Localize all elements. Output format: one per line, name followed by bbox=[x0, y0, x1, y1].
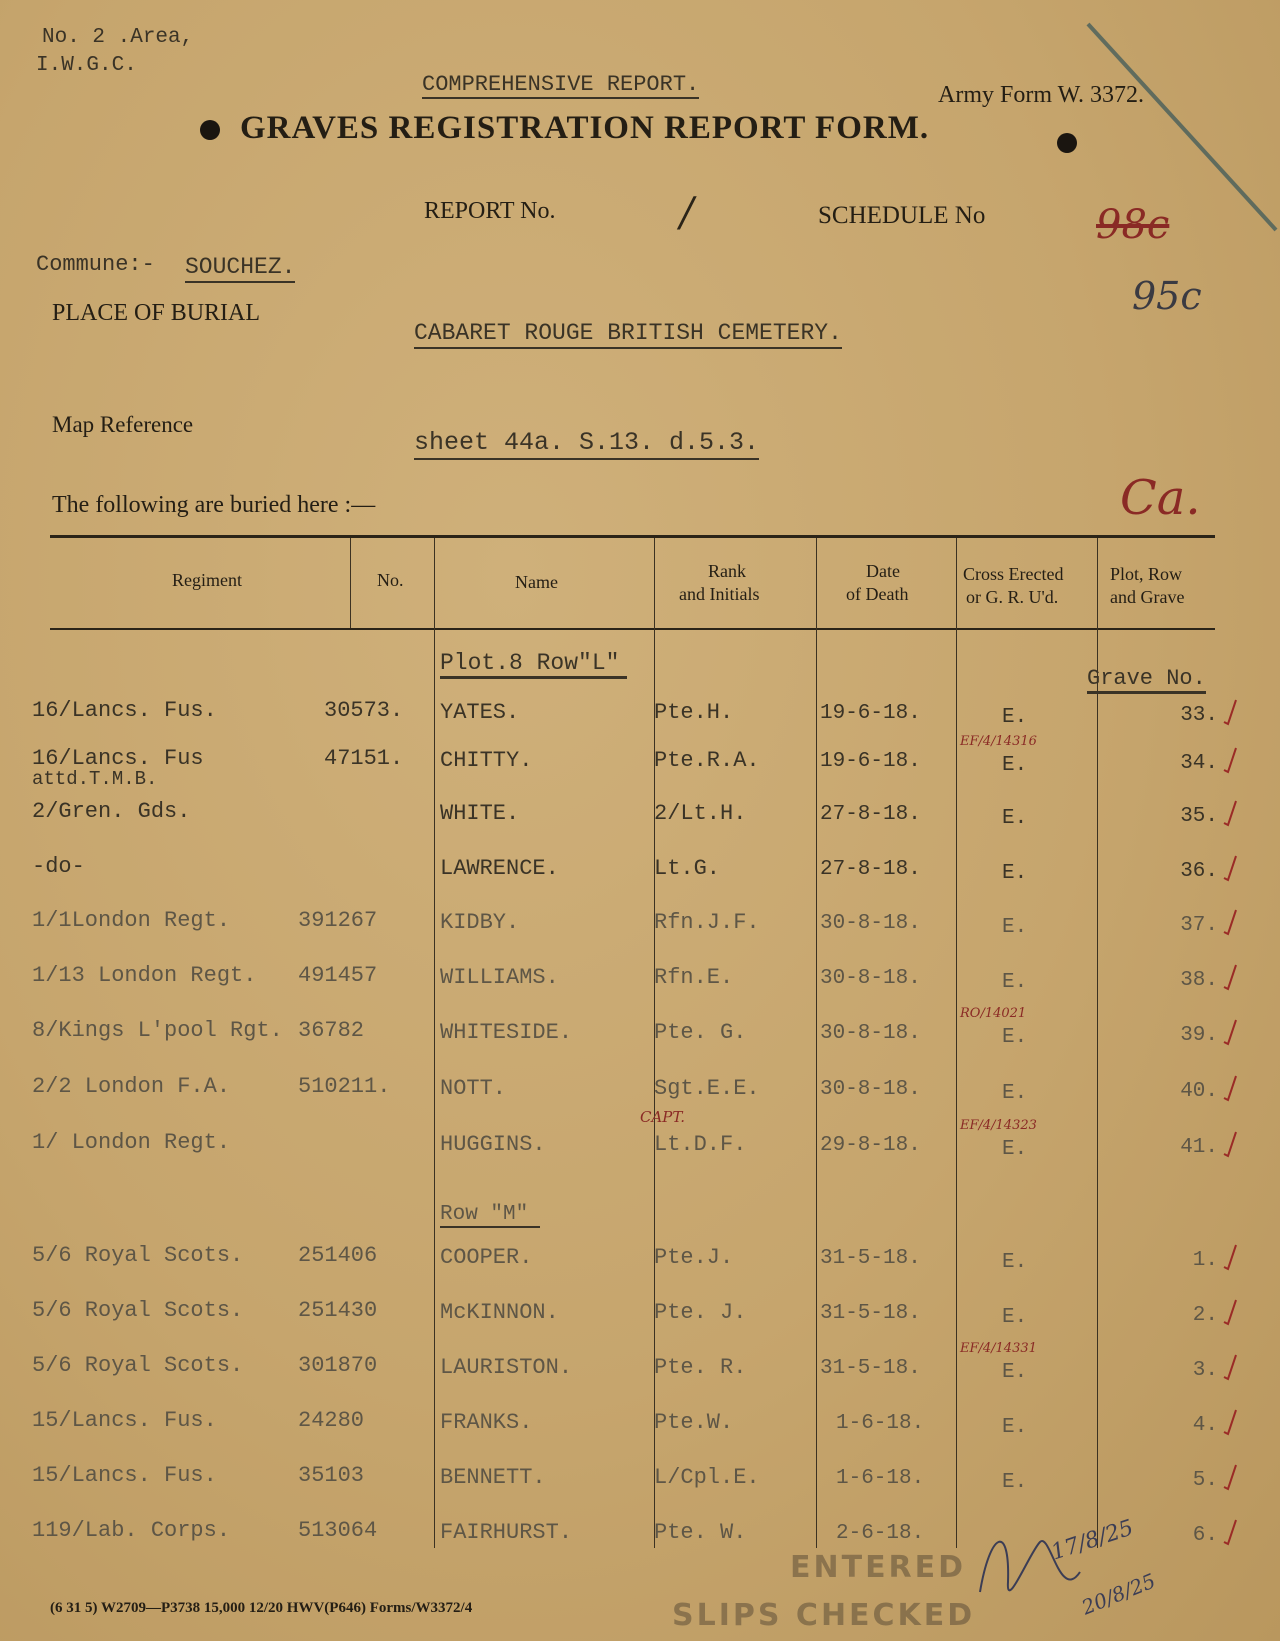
row-name: YATES. bbox=[440, 700, 520, 725]
row-service-number: 510211. bbox=[298, 1074, 391, 1099]
row-date-of-death: 31-5-18. bbox=[820, 1357, 921, 1380]
row-regiment: 16/Lancs. Fus bbox=[32, 746, 204, 771]
check-tick-icon bbox=[1222, 1353, 1238, 1381]
row-date-of-death: 27-8-18. bbox=[820, 858, 921, 881]
row-cross-erected: E. bbox=[1002, 1471, 1028, 1494]
row-grave-number: 34. bbox=[1180, 752, 1218, 775]
punch-hole-left bbox=[200, 120, 220, 140]
row-rank: Sgt.E.E. bbox=[654, 1076, 760, 1101]
row-regiment: 5/6 Royal Scots. bbox=[32, 1298, 244, 1323]
punch-hole-right bbox=[1057, 133, 1077, 153]
schedule-no-value: 95c bbox=[1132, 274, 1202, 318]
row-rank: Pte. J. bbox=[654, 1300, 747, 1325]
col-divider-2 bbox=[434, 538, 435, 1548]
area-line-2: I.W.G.C. bbox=[36, 54, 137, 77]
row-rank-correction: CAPT. bbox=[640, 1108, 685, 1126]
row-regiment: 119/Lab. Corps. bbox=[32, 1518, 231, 1543]
grave-no-heading: Grave No. bbox=[1087, 666, 1206, 694]
row-cross-erected: E. bbox=[1002, 807, 1028, 830]
row-service-number: 391267 bbox=[298, 908, 378, 933]
col-divider-1 bbox=[350, 538, 351, 628]
map-reference-value: sheet 44a. S.13. d.5.3. bbox=[414, 428, 759, 460]
col-divider-4 bbox=[816, 538, 817, 1548]
row-registration-note: EF/4/14323 bbox=[960, 1118, 1037, 1133]
row-rank: Pte. R. bbox=[654, 1355, 747, 1380]
check-tick-icon bbox=[1222, 1298, 1238, 1326]
row-name: NOTT. bbox=[440, 1076, 507, 1101]
row-date-of-death: 30-8-18. bbox=[820, 1078, 921, 1101]
row-cross-erected: E. bbox=[1002, 862, 1028, 885]
col-header-rank-2: and Initials bbox=[679, 584, 760, 604]
row-grave-number: 3. bbox=[1192, 1359, 1218, 1382]
row-regiment: 15/Lancs. Fus. bbox=[32, 1463, 217, 1488]
row-name: FRANKS. bbox=[440, 1410, 533, 1435]
row-registration-note: EF/4/14316 bbox=[960, 734, 1037, 749]
row-service-number: 36782 bbox=[298, 1018, 365, 1043]
row-grave-number: 2. bbox=[1192, 1304, 1218, 1327]
row-name: McKINNON. bbox=[440, 1300, 559, 1325]
row-grave-number: 41. bbox=[1180, 1136, 1218, 1159]
check-tick-icon bbox=[1222, 1243, 1238, 1271]
col-header-no: No. bbox=[377, 570, 404, 590]
row-service-number: 30573. bbox=[324, 698, 404, 723]
check-tick-icon bbox=[1222, 963, 1238, 991]
commune-value: SOUCHEZ. bbox=[185, 254, 295, 283]
area-line-1: No. 2 .Area, bbox=[42, 26, 194, 49]
col-header-cross-2: or G. R. U'd. bbox=[966, 587, 1059, 607]
row-date-of-death: 1-6-18. bbox=[836, 1467, 925, 1490]
row-service-number: 47151. bbox=[324, 746, 404, 771]
row-name: HUGGINS. bbox=[440, 1132, 546, 1157]
check-tick-icon bbox=[1222, 1518, 1238, 1546]
row-grave-number: 5. bbox=[1192, 1469, 1218, 1492]
row-grave-number: 33. bbox=[1180, 704, 1218, 727]
row-rank: Pte.H. bbox=[654, 700, 734, 725]
row-rank: 2/Lt.H. bbox=[654, 801, 747, 826]
col-header-regiment: Regiment bbox=[172, 570, 242, 590]
row-regiment: 1/1London Regt. bbox=[32, 908, 231, 933]
col-header-plot-2: and Grave bbox=[1110, 587, 1185, 607]
row-cross-erected: E. bbox=[1002, 1138, 1028, 1161]
print-code: (6 31 5) W2709—P3738 15,000 12/20 HWV(P646) Forms/W3372/4 bbox=[50, 1600, 473, 1616]
row-name: LAWRENCE. bbox=[440, 856, 559, 881]
check-tick-icon bbox=[1222, 908, 1238, 936]
row-rank: Pte.J. bbox=[654, 1245, 734, 1270]
row-grave-number: 39. bbox=[1180, 1024, 1218, 1047]
row-rank: Lt.D.F. bbox=[654, 1132, 747, 1157]
row-service-number: 491457 bbox=[298, 963, 378, 988]
row-service-number: 251430 bbox=[298, 1298, 378, 1323]
row-grave-number: 6. bbox=[1192, 1524, 1218, 1547]
row-regiment: 15/Lancs. Fus. bbox=[32, 1408, 217, 1433]
row-name: FAIRHURST. bbox=[440, 1520, 573, 1545]
row-service-number: 24280 bbox=[298, 1408, 365, 1433]
row-service-number: 35103 bbox=[298, 1463, 365, 1488]
col-header-name: Name bbox=[515, 572, 558, 592]
row-regiment-attached: attd.T.M.B. bbox=[32, 768, 158, 790]
row-name: WHITE. bbox=[440, 801, 520, 826]
place-of-burial-value: CABARET ROUGE BRITISH CEMETERY. bbox=[414, 320, 842, 349]
row-rank: Rfn.E. bbox=[654, 965, 734, 990]
row-date-of-death: 31-5-18. bbox=[820, 1247, 921, 1270]
report-type: COMPREHENSIVE REPORT. bbox=[422, 72, 700, 97]
place-of-burial-label: PLACE OF BURIAL bbox=[52, 300, 261, 326]
row-cross-erected: E. bbox=[1002, 1082, 1028, 1105]
row-grave-number: 38. bbox=[1180, 969, 1218, 992]
row-registration-note: EF/4/14331 bbox=[960, 1341, 1037, 1356]
row-name: BENNETT. bbox=[440, 1465, 546, 1490]
row-grave-number: 4. bbox=[1192, 1414, 1218, 1437]
row-date-of-death: 29-8-18. bbox=[820, 1134, 921, 1157]
report-no-label: REPORT No. bbox=[424, 198, 556, 224]
report-no-value: / bbox=[680, 190, 694, 236]
row-cross-erected: E. bbox=[1002, 706, 1028, 729]
row-cross-erected: E. bbox=[1002, 1306, 1028, 1329]
row-rank: Pte. W. bbox=[654, 1520, 747, 1545]
check-tick-icon bbox=[1222, 1463, 1238, 1491]
row-cross-erected: E. bbox=[1002, 1416, 1028, 1439]
check-tick-icon bbox=[1222, 799, 1238, 827]
form-title: GRAVES REGISTRATION REPORT FORM. bbox=[240, 110, 930, 146]
row-rank: L/Cpl.E. bbox=[654, 1465, 760, 1490]
initials-mark: Ca. bbox=[1120, 470, 1201, 526]
row-date-of-death: 1-6-18. bbox=[836, 1412, 925, 1435]
row-date-of-death: 30-8-18. bbox=[820, 912, 921, 935]
row-regiment: 1/13 London Regt. bbox=[32, 963, 257, 988]
check-tick-icon bbox=[1222, 1018, 1238, 1046]
row-service-number: 513064 bbox=[298, 1518, 378, 1543]
row-regiment: 1/ London Regt. bbox=[32, 1130, 231, 1155]
col-divider-5 bbox=[956, 538, 957, 1548]
check-tick-icon bbox=[1222, 854, 1238, 882]
check-tick-icon bbox=[1222, 1408, 1238, 1436]
row-date-of-death: 19-6-18. bbox=[820, 702, 921, 725]
row-service-number: 301870 bbox=[298, 1353, 378, 1378]
table-top-rule bbox=[50, 535, 1215, 538]
signature-scribble bbox=[970, 1512, 1090, 1622]
row-regiment: 2/2 London F.A. bbox=[32, 1074, 231, 1099]
row-name: WHITESIDE. bbox=[440, 1020, 573, 1045]
row-regiment: 5/6 Royal Scots. bbox=[32, 1353, 244, 1378]
army-form-label: Army Form W. 3372. bbox=[938, 82, 1145, 108]
row-grave-number: 40. bbox=[1180, 1080, 1218, 1103]
col-header-rank-1: Rank bbox=[708, 561, 746, 581]
row-name: LAURISTON. bbox=[440, 1355, 573, 1380]
row-cross-erected: E. bbox=[1002, 971, 1028, 994]
check-tick-icon bbox=[1222, 1130, 1238, 1158]
row-cross-erected: E. bbox=[1002, 1361, 1028, 1384]
row-name: COOPER. bbox=[440, 1245, 533, 1270]
row-cross-erected: E. bbox=[1002, 754, 1028, 777]
buried-here-label: The following are buried here :— bbox=[52, 492, 376, 518]
stamp-entered: ENTERED bbox=[790, 1550, 967, 1585]
row-regiment: 8/Kings L'pool Rgt. bbox=[32, 1018, 283, 1043]
stamp-slips-checked: SLIPS CHECKED bbox=[672, 1598, 976, 1633]
schedule-no-label: SCHEDULE No bbox=[818, 202, 986, 229]
row-name: WILLIAMS. bbox=[440, 965, 559, 990]
row-grave-number: 1. bbox=[1192, 1249, 1218, 1272]
row-cross-erected: E. bbox=[1002, 1251, 1028, 1274]
row-rank: Pte. G. bbox=[654, 1020, 747, 1045]
row-name: CHITTY. bbox=[440, 748, 533, 773]
schedule-no-struck: 98c bbox=[1096, 202, 1170, 248]
row-date-of-death: 30-8-18. bbox=[820, 1022, 921, 1045]
check-tick-icon bbox=[1222, 1074, 1238, 1102]
row-registration-note: RO/14021 bbox=[960, 1006, 1027, 1021]
row-date-of-death: 30-8-18. bbox=[820, 967, 921, 990]
map-reference-label: Map Reference bbox=[52, 412, 194, 437]
check-tick-icon bbox=[1222, 746, 1238, 774]
row-rank: Rfn.J.F. bbox=[654, 910, 760, 935]
signature-date-1: 17/8/25 bbox=[1048, 1515, 1137, 1566]
row-grave-number: 36. bbox=[1180, 860, 1218, 883]
row-regiment: -do- bbox=[32, 854, 85, 879]
col-header-plot-1: Plot, Row bbox=[1110, 564, 1183, 584]
row-date-of-death: 19-6-18. bbox=[820, 750, 921, 773]
col-header-cross-1: Cross Erected bbox=[963, 564, 1064, 584]
row-regiment: 16/Lancs. Fus. bbox=[32, 698, 217, 723]
col-header-date-1: Date bbox=[866, 561, 900, 581]
row-service-number: 251406 bbox=[298, 1243, 378, 1268]
row-cross-erected: E. bbox=[1002, 1026, 1028, 1049]
section-plot-row-l: Plot.8 Row"L" bbox=[440, 650, 627, 679]
section-row-m: Row "M" bbox=[440, 1203, 540, 1228]
row-grave-number: 37. bbox=[1180, 914, 1218, 937]
table-header-rule bbox=[50, 628, 1215, 630]
row-rank: Lt.G. bbox=[654, 856, 721, 881]
check-tick-icon bbox=[1222, 698, 1238, 726]
row-name: KIDBY. bbox=[440, 910, 520, 935]
row-regiment: 2/Gren. Gds. bbox=[32, 799, 191, 824]
row-regiment: 5/6 Royal Scots. bbox=[32, 1243, 244, 1268]
row-date-of-death: 2-6-18. bbox=[836, 1522, 925, 1545]
col-header-date-2: of Death bbox=[846, 584, 909, 604]
row-cross-erected: E. bbox=[1002, 916, 1028, 939]
row-grave-number: 35. bbox=[1180, 805, 1218, 828]
commune-label: Commune:- bbox=[36, 252, 155, 277]
row-date-of-death: 31-5-18. bbox=[820, 1302, 921, 1325]
row-rank: Pte.R.A. bbox=[654, 748, 760, 773]
row-date-of-death: 27-8-18. bbox=[820, 803, 921, 826]
row-rank: Pte.W. bbox=[654, 1410, 734, 1435]
signature-date-2: 20/8/25 bbox=[1078, 1568, 1159, 1620]
